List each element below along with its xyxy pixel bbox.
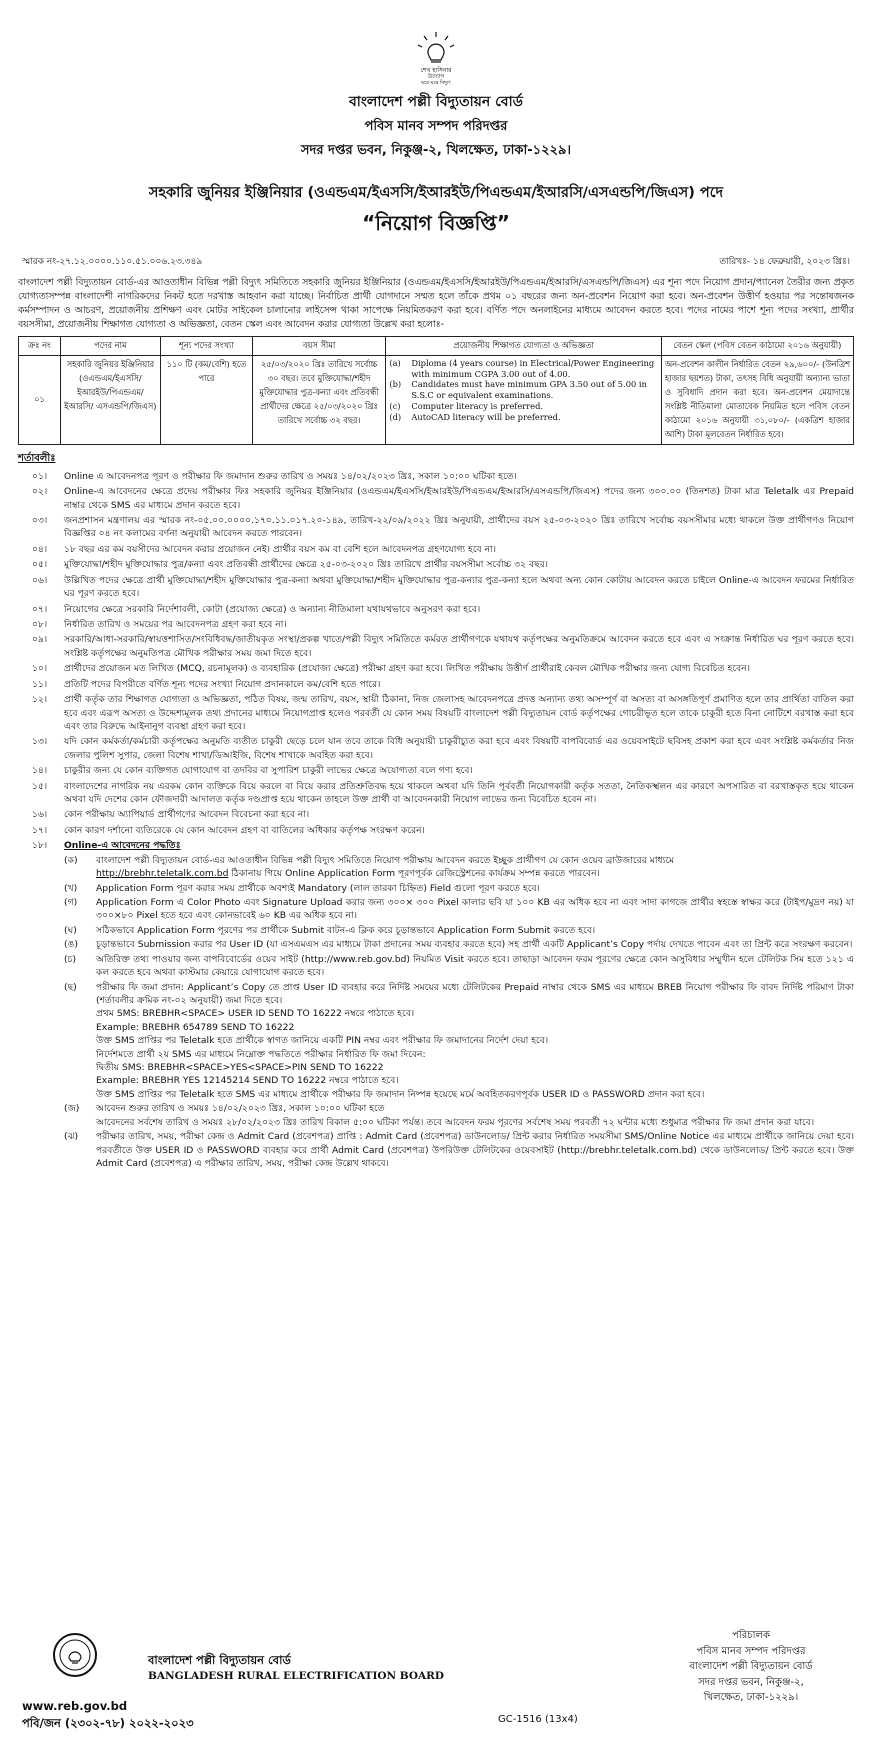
cell-vacancy: ১১০ টি (কম/বেশি) হতে পারে xyxy=(160,355,252,444)
sign-addr1: সদর দপ্তর ভবন, নিকুঞ্জ-২, xyxy=(698,1676,804,1688)
cell-post: সহকারি জুনিয়র ইঞ্জিনিয়ার (ওএন্ডএম/ইএসসি/ ইআরইউ/পিএন্ডএম/ ইআরসি/ এসএন্ডপি/জিএস) xyxy=(60,355,160,444)
list-item: ০৫। মুক্তিযোদ্ধা/শহীদ মুক্তিযোদ্ধার পুত্র/কন্যা এবং প্রতিবন্ধী প্রার্থীদের ক্ষেত্রে ২৫-০৩-২০২০ খ্রিঃ তারিখে প্রার্থীর বয়সসীমা সর্বোচ্চ ৩২ বছর। xyxy=(32,559,549,571)
footer xyxy=(18,1618,854,1728)
qualification-item: (d) AutoCAD literacy will be preferred. xyxy=(389,411,561,422)
list-item: ০৪। ১৮ বছর এর কম বয়সীদের আবেদন করার প্রয়োজন নেই। প্রার্থীর বয়স কম বা বেশি হলে আবেদনপত্র গ্রহণযোগ্য হবে না। xyxy=(32,543,497,555)
notice-title: “নিয়োগ বিজ্ঞপ্তি” xyxy=(362,211,510,235)
qualification-item: (a) Diploma (4 years course) in Electrical/Power Engineering with minimum CGPA 3.00 out of 4.00. xyxy=(389,357,655,379)
list-item: ০৮। নির্ধারিত তারিখ ও সময়ের পর আবেদনপত্র গ্রহণ করা হবে না। xyxy=(32,618,287,630)
header-line-1: বাংলাদেশ পল্লী বিদ্যুতায়ন বোর্ড xyxy=(349,94,523,110)
th-age: বয়স সীমা xyxy=(252,336,386,355)
memo-ref: স্মারক নং-২৭.১২.০০০০.১১০.৫১.০০৬.২৩.৩৪৯ xyxy=(22,257,203,267)
online-method-list xyxy=(18,854,854,1171)
memo-row xyxy=(22,254,850,269)
list-item: (ছ) পরীক্ষার ফি জমা প্রদান: Applicant’s Copy তে প্রাপ্ত User ID ব্যবহার করে নির্দিষ্ট সময়ের মধ্যে টেলিটকের Prepaid নাম্বার থেকে SMS এর মাধ্যমে BREB নিয়োগ পরীক্ষার ফি বাবদ নির্দিষ্ট পরিমাণ টাকা (শর্তাবলীর ক্রমিক নং-০২ অনুযায়ী) জমা দিতে হবে। প্রথম SMS: BREBHR<SPACE> USER ID SEND TO 16222 নম্বরে পাঠাতে হবে। Example: BREBHR 654789 SEND TO 16222 উক্ত SMS প্রাপ্তির পর Teletalk হতে প্রার্থীকে স্বাগত জানিয়ে একটি PIN নম্বর এবং পরীক্ষার ফি জমাদানের নির্দেশ দেয়া হবে। নির্দেশমতে প্রার্থী ২য় SMS এর মাধ্যমে নিম্নোক্ত পদ্ধতিতে পরীক্ষার নির্ধারিত ফি জমা দিবেন: দ্বিতীয় SMS: BREBHR<SPACE>YES<SPACE>PIN SEND TO 16222 Example: BREBHR YES 12145214 SEND TO 16222 নম্বরে পাঠাতে হবে। উক্ত SMS প্রাপ্তির পর Teletalk হতে SMS এর মাধ্যমে প্রার্থীকে পরীক্ষার ফি জমাদান নিষ্পন্ন হয়েছে মর্মে অবহিতকরণপূর্বক USER ID ও PASSWORD প্রদান করা হবে। xyxy=(64,981,854,1100)
cell-qualification xyxy=(386,355,662,444)
list-item: ০৬। উল্লিখিত পদের ক্ষেত্রে প্রার্থী মুক্তিযোদ্ধা/শহীদ মুক্তিযোদ্ধার পুত্র-কন্যা অথবা মুক্তিযোদ্ধা/শহীদ মুক্তিযোদ্ধার পুত্র-কন্যার পুত্র-কন্যা হলে অথবা অন্য কোন কোটায় আবেদন করতে চাইলে Online-এ আবেদন ফরমের নির্ধারিত ঘর পূরণ করতে হবে। xyxy=(32,574,854,600)
intro-paragraph: বাংলাদেশ পল্লী বিদ্যুতায়ন বোর্ড-এর আওতাধীন বিভিন্ন পল্লী বিদ্যুৎ সমিতিতে সহকারি জুনিয়র ইঞ্জিনিয়ার (ওএন্ডএম/ইএসসি/ইআরইউ/পিএন্ডএম/ইআরসি/এসএন্ডপি/জিএস) এর শূন্য পদে নিয়োগ প্রদান/প্যানেল তৈরীর জন্য প্রকৃত যোগ্যতাসম্পন্ন বাংলাদেশী নাগরিকদের নিকট হতে দরখাস্ত আহবান করা যাচ্ছে। নির্বাচিত প্রার্থী যোগদানে সম্মত হলে তাঁকে প্রথম ০১ বছরের জন্য অন-প্রবেশন নিয়োগ করা হবে। অন-প্রবেশন উত্তীর্ণ হওয়ার পর সন্তোষজনক কর্মসম্পাদন ও আচরণ, প্রয়োজনীয় প্রশিক্ষণ এবং মোটর সাইকেল চালানোর লাইসেন্স থাকা সাপেক্ষে নিয়মিতকরণ করা হবে। বর্ণিত পদে অনলাইনের মাধ্যমে আবেদন করতে হবে। পদের নামের পাশে শূন্য পদের সংখ্যা, প্রার্থীর বয়সসীমা, প্রয়োজনীয় শিক্ষাগত যোগ্যতা ও অভিজ্ঞতা, বেতন স্কেল এবং আবেদন করার যোগ্যতা উল্লেখ করা হলোঃ- xyxy=(18,277,854,330)
list-item: (ঝ) পরীক্ষার তারিখ, সময়, পরীক্ষা কেন্দ্র ও Admit Card (প্রবেশপত্র) প্রাপ্তি : Admit Card (প্রবেশপত্র) ডাউনলোড/ প্রিন্ট করার নির্ধারিত সময়সীমা SMS/Online Notice এর মাধ্যমে প্রার্থীকে জানিয়ে দেয়া হবে। পরবর্তীতে উক্ত USER ID ও PASSWORD ব্যবহার করে প্রার্থী Admit Card (প্রবেশপত্র) উপরিউক্ত টেলিটকের ওয়েবসাইট (http://brebhr.teletalk.com.bd) থেকে ডাউনলোড/ প্রিন্ট করতে হবে। উক্ত Admit Card (প্রবেশপত্র) এ পরীক্ষার তারিখ, সময়, পরীক্ষা কেন্দ্র উল্লেখ থাকবে। xyxy=(64,1131,854,1169)
sign-dept: পবিস মানব সম্পদ পরিদপ্তর xyxy=(696,1645,806,1657)
signature-block xyxy=(656,1628,846,1706)
logo-text-2: উদ্যোগ xyxy=(427,74,445,80)
list-item: (চ) অতিরিক্ত তথ্য পাওয়ার জন্য বাপবিবোর্ডের ওয়েব সাইট (http://www.reb.gov.bd) নিয়মিত Visit করতে হবে। তাছাড়া আবেদন ফরম পূরণের ক্ষেত্রে কোন অসুবিধার সম্মুখীন হলে টেলিটক সিম হতে ১২১ এ কল করতে হবে অথবা কাস্টমার কেয়ারে যোগাযোগ করতে হবে। xyxy=(64,953,854,979)
header-line-2: পবিস মানব সম্পদ পরিদপ্তর xyxy=(364,119,508,134)
post-title: সহকারি জুনিয়র ইঞ্জিনিয়ার (ওএন্ডএম/ইএসসি/ইআরইউ/পিএন্ডএম/ইআরসি/এসএন্ডপি/জিএস) পদে xyxy=(148,185,724,201)
board-name-bn: বাংলাদেশ পল্লী বিদ্যুতায়ন বোর্ড xyxy=(148,1653,291,1667)
logo-text-3: ঘরে ঘরে বিদ্যুৎ xyxy=(421,80,451,86)
conditions-list xyxy=(18,470,854,1171)
board-name-en: BANGLADESH RURAL ELECTRIFICATION BOARD xyxy=(148,1670,444,1683)
list-item: ০৩। জনপ্রশাসন মন্ত্রণালয় এর স্মারক নং-০৫.০০.০০০০.১৭০.১১.০১৭.২০-১৪৯, তারিখ-২২/০৯/২০২২ খ্রিঃ অনুযায়ী, প্রার্থীদের বয়স ২৫-০৩-২০২০ খ্রিঃ তারিখে সর্বোচ্চ বয়সসীমার মধ্যে থাকলে উক্ত প্রার্থীগণও নিয়োগ বিজ্ঞপ্তির ০৪ নং কলামের বর্ণনা অনুযায়ী আবেদন করতে পারবেন। xyxy=(32,515,854,540)
sign-addr2: খিলক্ষেত, ঢাকা-১২২৯। xyxy=(703,1692,799,1703)
board-name xyxy=(148,1652,444,1685)
reb-seal-icon xyxy=(52,1632,98,1678)
qualification-item: (c) Computer literacy is preferred. xyxy=(389,400,544,411)
teletalk-link[interactable]: http://brebhr.teletalk.com.bd xyxy=(96,868,229,880)
list-item: ০৯। সরকারি/আধা-সরকারি/স্বায়ত্তশাসিত/সংবিধিবদ্ধ/জাতীয়কৃত সংস্থা/প্রকল্প খাতে/পল্লী বিদ্যুৎ সমিতিতে কর্মরত প্রার্থীগণকে যথাযথ কর্তৃপক্ষের অনুমতিক্রমে আবেদন করতে হবে এবং এ সংক্রান্ত নির্ধারিত ঘর পূরণ করতে হবে। সংশ্লিষ্ট কর্তৃপক্ষের অনুমতিপত্র মৌখিক পরীক্ষার সময় জমা দিতে হবে। xyxy=(32,634,854,659)
list-item: ১২। প্রার্থী কর্তৃক তার শিক্ষাগত যোগ্যতা ও অভিজ্ঞতা, পঠিত বিষয়, জন্ম তারিখ, বয়স, স্থায়ী ঠিকানা, নিজ জেলাসহ আবেদনপত্রে প্রদত্ত অন্যান্য তথ্য অসম্পূর্ণ বা অসত্য বা অসঙ্গতিপূর্ণ প্রমাণিত হলে তার প্রার্থিতা বাতিল করা হবে এবং এরূপ অসত্য ও উদ্দেশ্যমূলক তথ্য প্রদানের মাধ্যমে নিয়োগপ্রাপ্ত হলেও পরবর্তী যে কোন সময় বিষয়টি বাংলাদেশ পল্লী বিদ্যুতায়ন বোর্ড কর্তৃপক্ষের গোচরীভূত হলে তাকে চাকুরী হতে বিনা নোটিশে বরখাস্ত করা হবে এবং তার বিরুদ্ধে আইনানুগ ব্যবস্থা গ্রহণ করা হবে। xyxy=(32,694,854,732)
table-header-row xyxy=(19,336,854,355)
list-item: (ঙ) চূড়ান্তভাবে Submission করার পর User ID (যা এসএমএস এর মাধ্যমে টাকা প্রদানের সময় ব্যবহার করতে হবে) সহ প্রার্থী একটি Applicant’s Copy পর্দায় দেখতে পাবেন এবং তা প্রিন্ট করে সংরক্ষণ করবেন। xyxy=(64,939,853,951)
bulb-logo-icon xyxy=(406,30,466,86)
list-item: ১৩। যদি কোন কর্মকর্তা/কর্মচারী কর্তৃপক্ষের অনুমতি ব্যতীত চাকুরী ছেড়ে চলে যান তবে তাকে বিধি অনুযায়ী চাকুরীচ্যুত করা হবে এবং বিষয়টি বাপবিবোর্ড এর ওয়েবসাইটে ছবিসহ প্রকাশ করা হবে এবং সংশ্লিষ্ট কর্মকর্তার নিজ জেলার পুলিশ সুপার, জেলা বিশেষ শাখা/ডিআইজি, বিশেষ শাখাকে অবহিত করা হবে। xyxy=(32,736,854,761)
online-method-heading: Online-এ আবেদনের পদ্ধতিঃ xyxy=(64,840,181,852)
online-method-heading-row: ১৮। Online-এ আবেদনের পদ্ধতিঃ xyxy=(18,839,854,852)
memo-date: তারিখঃ- ১৪ ফেব্রুয়ারী, ২০২৩ খ্রিঃ। xyxy=(719,257,850,267)
th-serial: ক্রঃ নং xyxy=(19,336,61,355)
list-item: ১১। প্রতিটি পদের বিপরীতে বর্ণিত শূন্য পদের সংখ্যা নিয়োগ প্রদানকালে কম/বেশি হতে পারে। xyxy=(32,678,381,690)
list-item: ০২। Online-এ আবেদনের ক্ষেত্রে প্রদেয় পরীক্ষার ফিঃ সহকারি জুনিয়র ইঞ্জিনিয়ার (ওএন্ডএম/ইএসসি/ইআরইউ/পিএন্ডএম/ইআরসি/এসএন্ডপি/জিএস) পদের জন্য ৩০০.০০ (তিনশত) টাকা মাত্র Teletalk এর Prepaid নাম্বার থেকে SMS এর মাধ্যমে প্রদান করতে হবে। xyxy=(32,486,854,511)
sign-title: পরিচালক xyxy=(732,1630,770,1641)
list-item: ১০। প্রার্থীদের প্রয়োজন মত লিখিত (MCQ, রচনামূলক) ও ব্যবহারিক (প্রযোজ্য ক্ষেত্রে) পরীক্ষা গ্রহণ করা হবে। লিখিত পরীক্ষায় উত্তীর্ণ প্রার্থীরাই কেবল মৌখিক পরীক্ষার জন্য যোগ্য বিবেচিত হবেন। xyxy=(32,663,750,675)
list-item: (জ) আবেদন শুরুর তারিখ ও সময়ঃ ১৪/০২/২০২৩ খ্রিঃ, সকাল ১০:০০ ঘটিকা হতে আবেদনের সর্বশেষ তারিখ ও সময়ঃ ২৮/০২/২০২৩ খ্রিঃ তারিখ বিকাল ৫:০০ ঘটিকা পর্যন্ত। তবে আবেদন ফরম পূরণের সর্বশেষ সময় পরবর্তী ৭২ ঘন্টার মধ্যে শুধুমাত্র পরীক্ষার ফি জমা প্রদান করা যাবে। xyxy=(64,1103,815,1128)
list-item: ১৪। চাকুরীর জন্য যে কোন ব্যক্তিগত যোগাযোগ বা তদবির বা সুপারিশ চাকুরী লাভের ক্ষেত্রে অযোগ্যতা বলে গণ্য হবে। xyxy=(32,765,473,777)
website-link[interactable]: www.reb.gov.bd xyxy=(22,1699,128,1713)
website-block xyxy=(22,1698,194,1731)
list-item: ০৭। নিয়োগের ক্ষেত্রে সরকারি নির্দেশাবলী, কোটা (প্রযোজ্য ক্ষেত্রে) ও অন্যান্য নীতিমালা যথাযথভাবে অনুসরণ করা হবে। xyxy=(32,603,481,615)
posts-table xyxy=(18,336,854,445)
list-item: (ঘ) সঠিকভাবে Application Form পূরণের পর প্রার্থীকে Submit বাটন-এ ক্লিক করে চূড়ান্তভাবে Application Form Submit করতে হবে। xyxy=(64,924,596,936)
list-item: ১৬। কোন পরীক্ষায় অ্যাপিয়ার্ড প্রার্থীগণের আবেদন বিবেচনা করা হবে না। xyxy=(32,809,310,821)
logo-text-1: শেখ হাসিনার xyxy=(420,67,452,74)
table-row xyxy=(19,355,854,444)
sign-org: বাংলাদেশ পল্লী বিদ্যুতায়ন বোর্ড xyxy=(689,1661,813,1672)
conditions-heading: শর্তাবলীঃ xyxy=(18,452,56,464)
footer-ref: পবি/জন (২৩০২-৭৮) ২০২২-২০২৩ xyxy=(22,1715,194,1730)
th-qualification: প্রয়োজনীয় শিক্ষাগত যোগ্যতা ও অভিজ্ঞতা xyxy=(386,336,662,355)
th-salary: বেতন স্কেল (পবিস বেতন কাঠামো ২০১৬ অনুযায়ী) xyxy=(661,336,853,355)
cell-salary: অন-প্রবেশন কালীন নির্ধারিত বেতন ২৯,৬০০/- (উনত্রিশ হাজার ছয়শত) টাকা, তৎসহ বিধি অনুযায়ী অন্যান্য ভাতা ও সুবিধাদি প্রদান করা হবে। অন-প্রবেশন মেয়াদান্তে সংশ্লিষ্ট নীতিমালা মোতাবেক নিয়মিত হলে পবিস বেতন কাঠামো ২০১৬ অনুযায়ী ৩১,০৮০/- (একত্রিশ হাজার আশি) টাকা মূলবেতন নির্ধারিত হবে। xyxy=(661,355,853,444)
th-vacancy: শূন্য পদের সংখ্যা xyxy=(160,336,252,355)
list-item: ১৭। কোন কারণ দর্শানো ব্যতিরেকে যে কোন আবেদন গ্রহণ বা বাতিলের অধিকার কর্তৃপক্ষ সংরক্ষণ করেন। xyxy=(32,824,425,836)
gc-number: GC-1516 (13x4) xyxy=(498,1714,578,1725)
cell-serial: ০১ xyxy=(19,355,61,444)
header-line-3: সদর দপ্তর ভবন, নিকুঞ্জ-২, খিলক্ষেত, ঢাকা-১২২৯। xyxy=(300,143,572,158)
list-item: ০১। Online এ আবেদনপত্র পূরণ ও পরীক্ষার ফি জমাদান শুরুর তারিখ ও সময়ঃ ১৪/০২/২০২৩ খ্রিঃ, সকাল ১০:০০ ঘটিকা হতে। xyxy=(32,470,517,482)
qualification-item: (b) Candidates must have minimum GPA 3.50 out of 5.00 in S.S.C or equivalent examinations. xyxy=(389,379,647,401)
cell-age: ২৫/০৩/২০২০ খ্রিঃ তারিখে সর্বোচ্চ ৩০ বছর। তবে মুক্তিযোদ্ধা/শহীদ মুক্তিযোদ্ধার পুত্র-কন্যা এবং প্রতিবন্ধী প্রার্থীদের ক্ষেত্রে ২৫/০৩/২০২০ খ্রিঃ তারিখে সর্বোচ্চ ৩২ বছর। xyxy=(252,355,386,444)
header xyxy=(18,90,854,162)
list-item: ১৫। বাংলাদেশের নাগরিক নয় এরকম কোন ব্যক্তিকে বিয়ে করলে বা বিয়ে করার প্রতিশ্রুতিবদ্ধ হয়ে থাকলে অথবা যদি তিনি পূর্ববর্তী নিয়োগকারী কর্তৃক সততা, নৈতিকস্খলন এর কারণে অপসারিত বা বরখাস্তকৃত হয়ে থাকেন অথবা যদি দেশের কোন ফৌজদারী আদালত কর্তৃক দণ্ডপ্রাপ্ত হয়ে থাকেন তাহলে উক্ত প্রার্থী বা আবেদনকারী নিয়োগ লাভের জন্য বিবেচিত হবেন না। xyxy=(32,780,854,806)
th-post: পদের নাম xyxy=(60,336,160,355)
list-item: (খ) Application Form পূরণ করার সময় প্রার্থীকে অবশ্যই Mandatory (লাল তারকা চিহ্নিত) Field গুলো পূরণ করতে হবে। xyxy=(64,882,540,894)
list-item: (গ) Application Form এ Color Photo এবং Signature Upload করার জন্য ৩০০× ৩০০ Pixel কালার ছবি যা ১০০ KB এর অধিক হবে না এবং সাদা কাগজে প্রার্থীর স্বহস্তে স্বাক্ষর করে (টাইপ/মুদ্রণ নয়) যা ৩০০×৮০ Pixel হতে হবে এবং কোনভাবেই ৬০ KB এর অধিক হবে না। xyxy=(64,896,855,922)
list-item: (ক) বাংলাদেশ পল্লী বিদ্যুতায়ন বোর্ড-এর আওতাধীন বিভিন্ন পল্লী বিদ্যুৎ সমিতিতে নিয়োগ পরীক্ষায় আবেদন করতে ইচ্ছুক প্রার্থীগণ যে কোন ওয়েব ব্রাউজারের মাধ্যমে http://brebhr.teletalk.com.bd ঠিকানায় গিয়ে Online Application Form পূরণপূর্বক রেজিস্ট্রেশনের কার্যক্রম সম্পন্ন করতে পারবেন। xyxy=(64,854,675,880)
